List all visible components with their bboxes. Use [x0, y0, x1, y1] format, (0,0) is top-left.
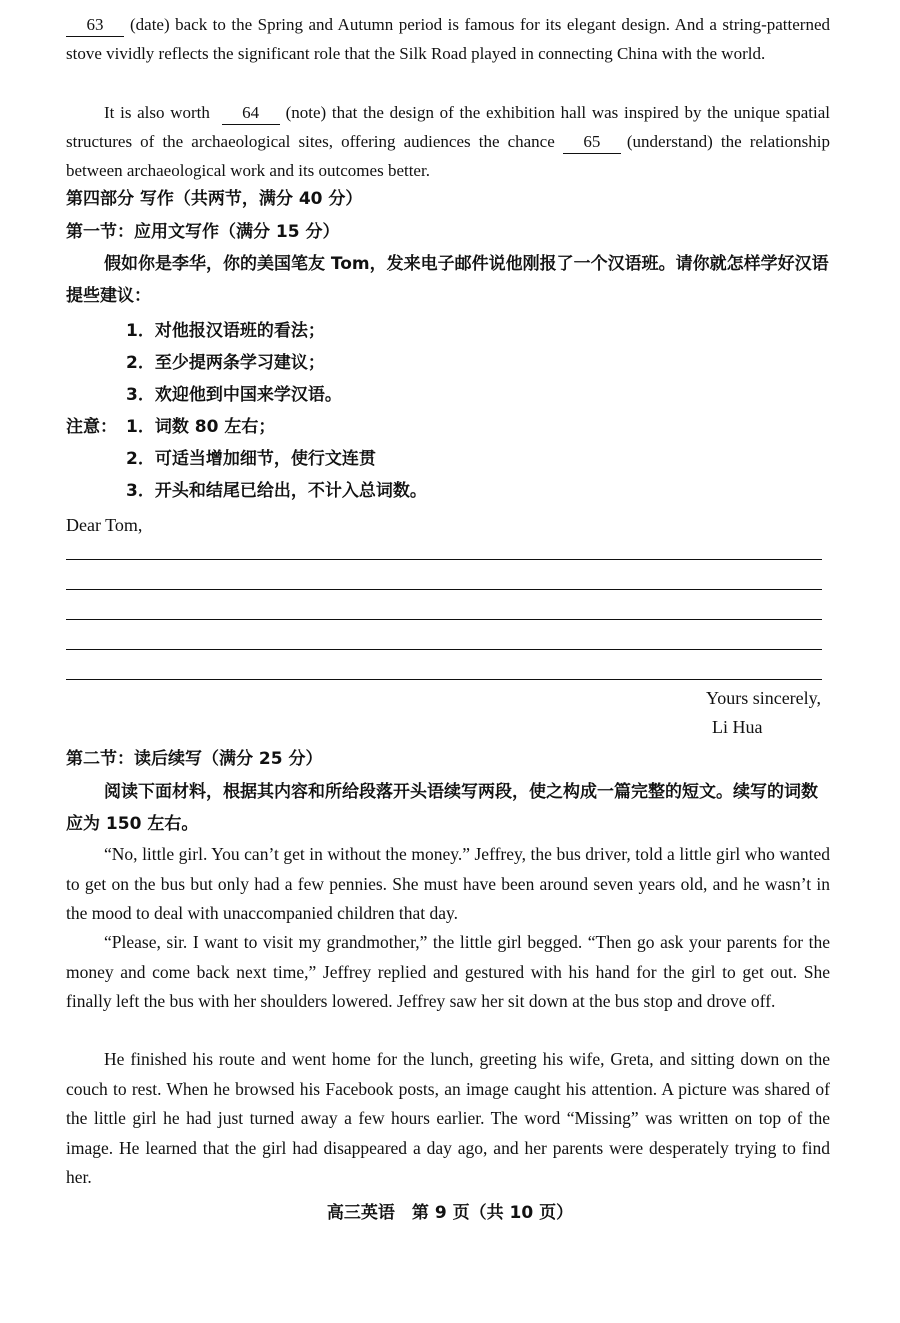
- salutation: Dear Tom,: [66, 515, 143, 535]
- writing-prompt: 假如你是李华，你的美国笔友 Tom，发来电子邮件说他刚报了一个汉语班。请你就怎样学好汉语提些建议：: [66, 254, 829, 306]
- closing: Yours sincerely,: [706, 688, 821, 708]
- point-2: 2．至少提两条学习建议；: [126, 353, 325, 373]
- note-1: 1．词数 80 左右；: [126, 417, 276, 437]
- writing-line: [66, 679, 822, 680]
- note-3: 3．开头和结尾已给出，不计入总词数。: [126, 481, 427, 501]
- blank-63: 63: [66, 14, 124, 37]
- blank-65: 65: [563, 131, 621, 154]
- passage-paragraph-1: [66, 10, 830, 68]
- part4-heading: 第四部分 写作（共两节，满分 40 分）: [66, 189, 363, 209]
- passage-text: (understand) the relationship between archaeological work and its outcomes better.: [66, 132, 830, 180]
- passage-text: (date) back to the Spring and Autumn period is famous for its elegant design. And a string-patterned stove vividly reflects the significant role that the Silk Road played in connecting China with the world.: [66, 15, 830, 63]
- writing-line: [66, 619, 822, 620]
- passage-text: It is also worth: [104, 103, 210, 122]
- page-footer: 高三英语 第 9 页（共 10 页）: [326, 1203, 574, 1223]
- point-1: 1．对他报汉语班的看法；: [126, 321, 325, 341]
- passage-paragraph-2: [66, 98, 830, 185]
- writing-line: [66, 649, 822, 650]
- signature: Li Hua: [712, 717, 763, 737]
- blank-64: 64: [222, 102, 280, 125]
- point-3: 3．欢迎他到中国来学汉语。: [126, 385, 342, 405]
- writing-line: [66, 559, 822, 560]
- section2-prompt: 阅读下面材料，根据其内容和所给段落开头语续写两段，使之构成一篇完整的短文。续写的词数应为 150 左右。: [66, 782, 818, 834]
- note-2: 2．可适当增加细节，使行文连贯: [126, 449, 376, 469]
- passage-text: (note) that the design of the exhibition hall was inspired by the unique spatial structures of the archaeological sites, offering audiences the chance: [66, 103, 831, 151]
- story-paragraph-1: “No, little girl. You can’t get in without the money.” Jeffrey, the bus driver, told a little girl who wanted to get on the bus but only had a few pennies. She must have been around seven years old, and he wasn’t in the mood to deal with unaccompanied children that day.: [66, 844, 830, 923]
- notes-label: 注意：: [66, 417, 117, 437]
- writing-line: [66, 589, 822, 590]
- story-paragraph-3: He finished his route and went home for the lunch, greeting his wife, Greta, and sitting down on the couch to rest. When he browsed his Facebook posts, an image caught his attention. A picture was shared of the little girl he had just turned away a few hours earlier. The word “Missing” was written on top of the image. He learned that the girl had disappeared a day ago, and her parents were desperately trying to find her.: [66, 1049, 830, 1187]
- story-paragraph-2: “Please, sir. I want to visit my grandmother,” the little girl begged. “Then go ask your parents for the money and come back next time,” Jeffrey replied and gestured with his hand for the girl to get out. She finally left the bus with her shoulders lowered. Jeffrey saw her sit down at the bus stop and drove off.: [66, 932, 830, 1011]
- section2-heading: 第二节：读后续写（满分 25 分）: [66, 749, 323, 769]
- section1-heading: 第一节：应用文写作（满分 15 分）: [66, 222, 340, 242]
